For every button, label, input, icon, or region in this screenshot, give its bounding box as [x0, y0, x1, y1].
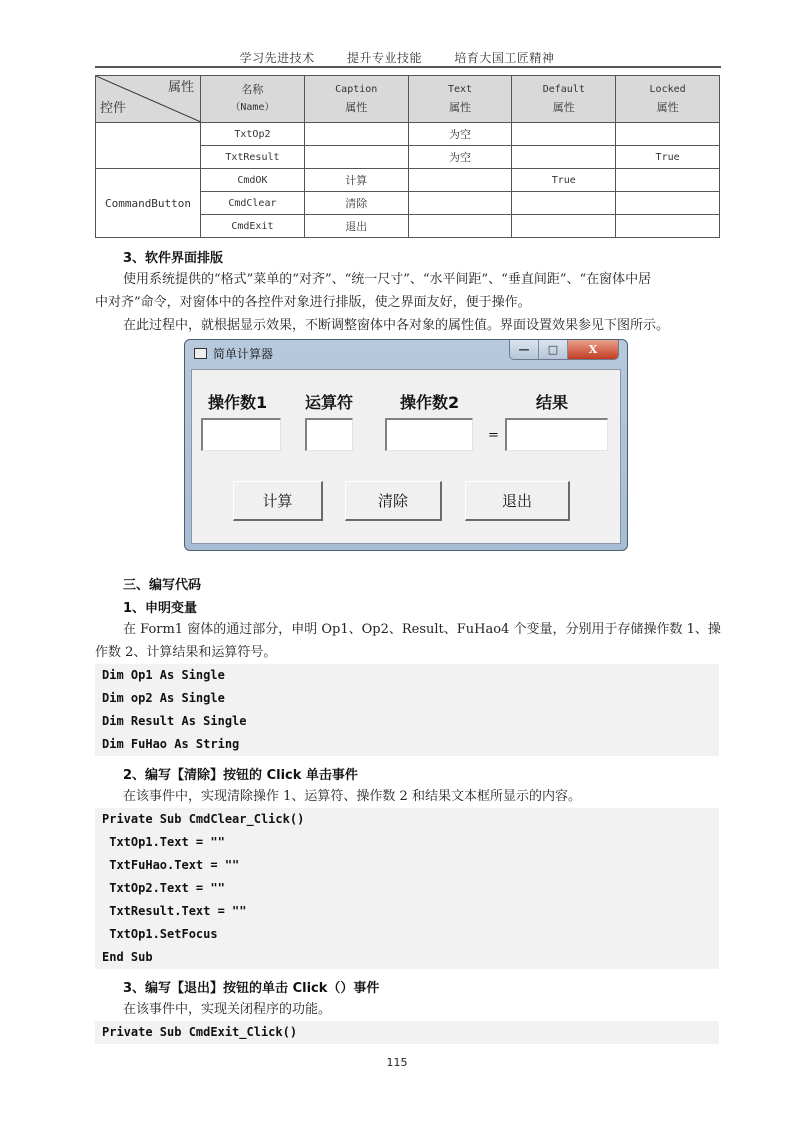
cell-default	[512, 146, 616, 169]
cell-caption: 退出	[304, 215, 408, 238]
control-type-cell	[96, 123, 201, 169]
header-rule	[95, 66, 721, 68]
calculate-button[interactable]: 计算	[233, 481, 323, 521]
sub-heading: 3、编写【退出】按钮的单击 Click（）事件	[123, 981, 380, 996]
cell-caption: 计算	[304, 169, 408, 192]
cell-name: CmdExit	[201, 215, 305, 238]
paragraph: 中对齐”命令，对窗体中的各控件对象进行排版，使之界面友好，便于操作。	[95, 295, 531, 310]
cell-name: TxtResult	[201, 146, 305, 169]
cell-locked	[616, 192, 720, 215]
cell-caption	[304, 123, 408, 146]
code-block	[95, 664, 719, 756]
cell-default	[512, 123, 616, 146]
code-line: Dim FuHao As String	[102, 737, 240, 751]
col-header-locked: Locked 属性	[616, 76, 720, 123]
clear-button[interactable]: 清除	[345, 481, 442, 521]
app-icon	[194, 348, 207, 359]
table-row	[96, 123, 720, 146]
corner-control-label: 控件	[100, 101, 127, 116]
code-block	[95, 1021, 719, 1044]
code-line: Private Sub CmdClear_Click()	[102, 812, 305, 826]
running-header	[0, 49, 794, 66]
cell-name: CmdClear	[201, 192, 305, 215]
paragraph: 在 Form1 窗体的通过部分，申明 Op1、Op2、Result、FuHao4 个变量，分别用于存储操作数 1、操	[123, 622, 721, 637]
sub-heading: 1、申明变量	[123, 601, 198, 616]
table-header-row	[96, 76, 720, 123]
maximize-button[interactable]: □	[539, 340, 568, 359]
col-header-name: 名称 （Name）	[201, 76, 305, 123]
paragraph: 在该事件中，实现清除操作 1、运算符、操作数 2 和结果文本框所显示的内容。	[123, 789, 581, 804]
code-line: Dim op2 As Single	[102, 691, 225, 705]
code-line: Dim Result As Single	[102, 714, 247, 728]
label-result: 结果	[536, 393, 569, 412]
cell-name: TxtOp2	[201, 123, 305, 146]
operand2-input[interactable]	[385, 418, 473, 451]
cell-locked	[616, 215, 720, 238]
part-heading: 三、编写代码	[123, 578, 202, 593]
corner-attr-label: 属性	[167, 80, 194, 95]
cell-default	[512, 215, 616, 238]
title-buttons	[509, 340, 619, 360]
result-input[interactable]	[505, 418, 608, 451]
page-number: 115	[386, 1056, 408, 1069]
paragraph: 在此过程中，就根据显示效果，不断调整窗体中各对象的属性值。界面设置效果参见下图所示。	[123, 318, 670, 333]
label-operator: 运算符	[305, 393, 354, 412]
control-type-cell: CommandButton	[96, 169, 201, 238]
code-line: Dim Op1 As Single	[102, 668, 225, 682]
header-phrase: 提升专业技能	[346, 51, 422, 65]
cell-text	[408, 215, 512, 238]
calculator-window	[184, 339, 628, 551]
paragraph: 作数 2、计算结果和运算符号。	[95, 645, 277, 660]
cell-text: 为空	[408, 146, 512, 169]
label-operand1: 操作数1	[208, 393, 268, 412]
minimize-button[interactable]: —	[510, 340, 539, 359]
properties-table	[95, 75, 720, 238]
window-title: 简单计算器	[213, 347, 274, 361]
cell-text: 为空	[408, 123, 512, 146]
code-line: TxtResult.Text = ""	[102, 904, 247, 918]
cell-default: True	[512, 169, 616, 192]
table-row	[96, 169, 720, 192]
equals-label: =	[488, 428, 499, 443]
cell-text	[408, 192, 512, 215]
code-line: Private Sub CmdExit_Click()	[102, 1025, 298, 1039]
cell-locked: True	[616, 146, 720, 169]
code-line: TxtOp1.SetFocus	[102, 927, 218, 941]
corner-cell	[96, 76, 201, 123]
operand1-input[interactable]	[201, 418, 281, 451]
paragraph: 在该事件中，实现关闭程序的功能。	[123, 1002, 332, 1017]
code-block	[95, 808, 719, 969]
section-heading: 3、软件界面排版	[123, 251, 224, 266]
cell-name: CmdOK	[201, 169, 305, 192]
paragraph: 使用系统提供的“格式”菜单的“对齐”、“统一尺寸”、“水平间距”、“垂直间距”、“在窗体中居	[123, 272, 652, 287]
header-phrase: 培育大国工匠精神	[454, 51, 555, 65]
window-client-area	[191, 369, 621, 544]
label-operand2: 操作数2	[400, 393, 460, 412]
sub-heading: 2、编写【清除】按钮的 Click 单击事件	[123, 768, 358, 783]
cell-text	[408, 169, 512, 192]
header-phrase: 学习先进技术	[239, 51, 315, 65]
cell-caption	[304, 146, 408, 169]
col-header-default: Default 属性	[512, 76, 616, 123]
cell-locked	[616, 123, 720, 146]
col-header-caption: Caption 属性	[304, 76, 408, 123]
cell-caption: 清除	[304, 192, 408, 215]
col-header-text: Text 属性	[408, 76, 512, 123]
code-line: End Sub	[102, 950, 153, 964]
code-line: TxtOp2.Text = ""	[102, 881, 225, 895]
code-line: TxtFuHao.Text = ""	[102, 858, 240, 872]
exit-button[interactable]: 退出	[465, 481, 570, 521]
cell-locked	[616, 169, 720, 192]
code-line: TxtOp1.Text = ""	[102, 835, 225, 849]
cell-default	[512, 192, 616, 215]
close-button[interactable]: X	[568, 340, 618, 359]
operator-input[interactable]	[305, 418, 353, 451]
